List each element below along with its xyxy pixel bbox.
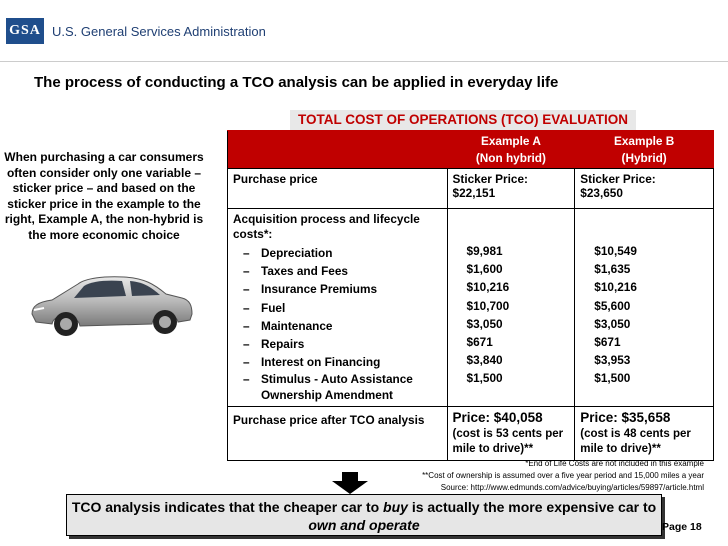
cost-value: $10,549 [594, 244, 637, 258]
car-illustration [26, 262, 194, 342]
cost-value: $3,050 [594, 316, 631, 331]
after-b-price: Price: $35,658 [580, 410, 671, 426]
table-title: TOTAL COST OF OPERATIONS (TCO) EVALUATION [290, 110, 636, 130]
footnote-ownership: **Cost of ownership is assumed over a five year period and 15,000 miles a year [422, 471, 704, 480]
purchase-price-row [228, 169, 714, 209]
after-a-price: Price: $40,058 [452, 410, 543, 426]
gsa-logo: GSA [6, 18, 44, 44]
col-a-subtitle: (Non hybrid) [475, 151, 546, 165]
conclusion-box [66, 494, 662, 536]
after-b-note: (cost is 48 cents per mile to drive)** [580, 428, 691, 456]
list-item: – Maintenance [243, 318, 333, 333]
acquisition-label: Acquisition process and lifecycle costs*: [233, 212, 420, 241]
conclusion-emphasis-own: own and operate [308, 517, 420, 533]
acquisition-costs-row [228, 209, 714, 407]
cost-value: $10,700 [466, 298, 510, 313]
col-b-subtitle: (Hybrid) [621, 151, 667, 165]
list-item: – Stimulus - Auto Assistance Ownership Amendment [243, 372, 413, 403]
cost-value: $10,216 [594, 280, 637, 295]
down-arrow-icon [330, 472, 370, 494]
footnote-source: Source: http://www.edmunds.com/advice/buying/articles/59897/article.html [440, 483, 704, 492]
cost-value: $3,953 [594, 353, 631, 368]
cost-value: $671 [594, 335, 621, 350]
tco-table [227, 130, 714, 461]
slide-title: The process of conducting a TCO analysis can be applied in everyday life [34, 74, 559, 91]
footnote-life-costs: *End of Life Costs are not included in this example [525, 459, 704, 468]
after-tco-row [228, 407, 714, 461]
after-a-note: (cost is 53 cents per mile to drive)** [452, 428, 564, 456]
after-tco-label: Purchase price after TCO analysis [228, 407, 448, 461]
cost-item-list [233, 244, 442, 403]
list-item: – Taxes and Fees [243, 264, 348, 279]
footnotes [422, 458, 704, 494]
purchase-b-value: $23,650 [580, 186, 623, 200]
cost-value: $3,840 [466, 353, 503, 368]
header-bar [0, 0, 728, 62]
col-a-title: Example A [480, 134, 541, 148]
example-b-costs [580, 212, 708, 388]
list-item: – Repairs [243, 337, 305, 352]
cost-value: $1,500 [594, 371, 631, 386]
list-item: – Depreciation [243, 246, 333, 260]
intro-text: When purchasing a car consumers often consider only one variable – sticker price – and based on the sticker price in the example to the right, Example A, the non-hybrid is the more economic choice [4, 150, 204, 242]
conclusion-emphasis-buy: buy [383, 499, 408, 515]
agency-name: U.S. General Services Administration [52, 24, 266, 39]
example-a-costs [453, 212, 570, 388]
cost-value: $1,600 [466, 262, 503, 277]
list-item: – Interest on Financing [243, 355, 381, 370]
list-item: – Insurance Premiums [243, 282, 378, 297]
purchase-a-label: Sticker Price: [452, 172, 528, 186]
cost-value: $1,635 [594, 262, 631, 277]
cost-value: $671 [466, 335, 493, 350]
purchase-a-value: $22,151 [452, 186, 496, 200]
cost-value: $10,216 [466, 280, 510, 295]
purchase-b-label: Sticker Price: [580, 172, 656, 186]
cost-value: $1,500 [466, 371, 503, 386]
cost-value: $9,981 [466, 244, 503, 258]
cost-value: $3,050 [466, 316, 503, 331]
table-header-row [228, 131, 714, 169]
conclusion-text-2: is actually the more expensive car to [407, 499, 657, 515]
list-item: – Fuel [243, 300, 286, 315]
col-b-title: Example B [613, 134, 675, 148]
cost-value: $5,600 [594, 298, 631, 313]
conclusion-text-1: TCO analysis indicates that the cheaper car to [71, 499, 384, 515]
page-number: Page 18 [662, 521, 702, 533]
purchase-price-label: Purchase price [228, 169, 448, 209]
